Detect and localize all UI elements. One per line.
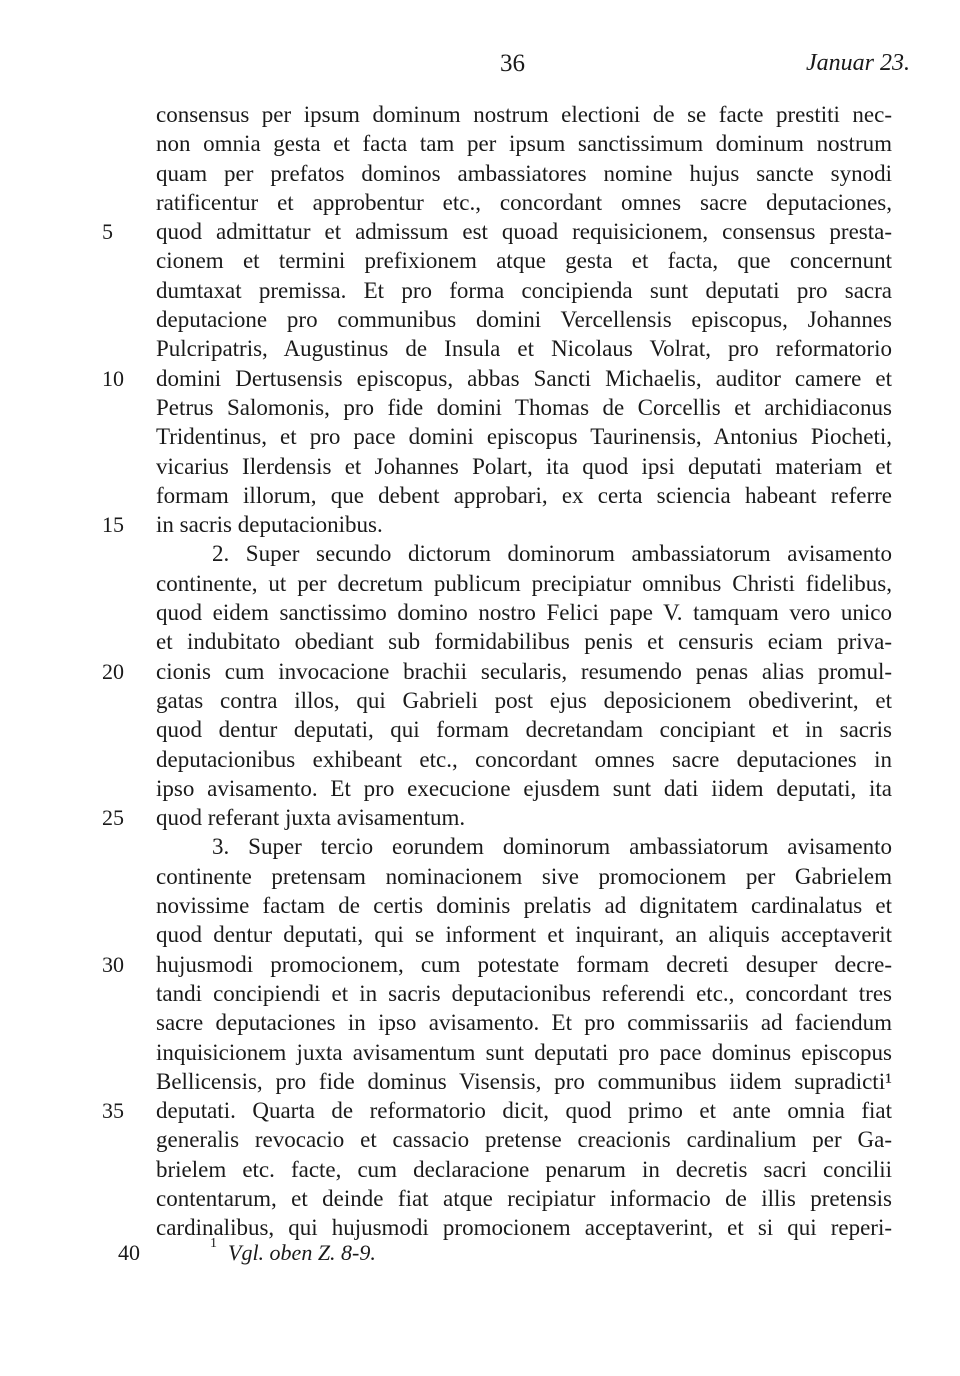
text-line xyxy=(156,891,892,920)
line-text: cionis cum invocacione brachii secularis, resumendo penas alias promul- xyxy=(156,658,892,684)
line-text: ipso avisamento. Et pro execucione ejusdem sunt dati iidem deputati, ita xyxy=(156,775,892,801)
text-line xyxy=(156,862,892,891)
line-text: cionem et termini prefixionem atque gesta et facta, que concernunt xyxy=(156,248,892,274)
text-line xyxy=(156,452,892,481)
line-text: gatas contra illos, qui Gabrieli post ejus deposicionem obediverint, et xyxy=(156,687,892,713)
line-text: deputacione pro communibus domini Vercellensis episcopus, Johannes xyxy=(156,307,892,333)
main-text xyxy=(102,100,892,1243)
text-line xyxy=(156,100,892,129)
footnote-marker: 1 xyxy=(210,1236,217,1251)
text-line xyxy=(102,1096,892,1125)
line-text: formam illorum, que debent approbari, ex certa sciencia habeant referre xyxy=(156,482,892,508)
text-line xyxy=(156,1184,892,1213)
line-text: domini Dertusensis episcopus, abbas Sancti Michaelis, auditor camere et xyxy=(156,365,892,391)
text-line xyxy=(156,393,892,422)
line-text: ratificentur et approbentur etc., concordant omnes sacre deputaciones, xyxy=(156,189,892,215)
text-line xyxy=(156,246,892,275)
text-line xyxy=(156,1213,892,1242)
text-line xyxy=(102,364,892,393)
line-text: continente, ut per decretum publicum precipiatur omnibus Christi fidelibus, xyxy=(156,570,892,596)
line-text: vicarius Ilerdensis et Johannes Polart, ita quod ipsi deputati materiam et xyxy=(156,453,892,479)
line-text: Pulcripatris, Augustinus de Insula et Nicolaus Volrat, pro reformatorio xyxy=(156,336,892,362)
text-line xyxy=(102,510,892,539)
text-line xyxy=(156,979,892,1008)
line-number: 20 xyxy=(102,658,124,684)
line-text: in sacris deputacionibus. xyxy=(156,512,383,538)
line-text: quod referant juxta avisamentum. xyxy=(156,805,466,831)
text-line xyxy=(156,686,892,715)
line-text: contentarum, et deinde fiat atque recipiatur informacio de illis pretensis xyxy=(156,1185,892,1211)
line-number: 10 xyxy=(102,365,124,391)
line-text: deputacionibus exhibeant etc., concordant omnes sacre deputaciones in xyxy=(156,746,892,772)
text-line xyxy=(156,422,892,451)
line-text: tandi concipiendi et in sacris deputacionibus referendi etc., concordant tres xyxy=(156,980,892,1006)
text-line xyxy=(156,832,892,861)
line-text: novissime factam de certis dominis prelatis ad dignitatem cardinalatus et xyxy=(156,893,892,919)
line-text: inquisicionem juxta avisamentum sunt deputati pro pace dominus episcopus xyxy=(156,1039,892,1065)
line-number: 5 xyxy=(102,219,113,245)
text-line xyxy=(156,1038,892,1067)
line-text: quod admittatur et admissum est quoad requisicionem, consensus presta- xyxy=(156,219,892,245)
line-text: Bellicensis, pro fide dominus Visensis, pro communibus iidem supradicti¹ xyxy=(156,1068,892,1094)
text-line xyxy=(156,481,892,510)
text-line xyxy=(156,334,892,363)
text-line xyxy=(156,1125,892,1154)
line-text: continente pretensam nominacionem sive promocionem per Gabrielem xyxy=(156,863,892,889)
line-text: consensus per ipsum dominum nostrum electioni de se facte prestiti nec- xyxy=(156,102,892,127)
text-line xyxy=(156,188,892,217)
running-title: Januar 23. xyxy=(806,50,910,76)
text-line xyxy=(156,920,892,949)
text-line xyxy=(156,129,892,158)
footnote xyxy=(118,1236,878,1270)
line-number: 25 xyxy=(102,805,124,831)
line-number: 35 xyxy=(102,1098,124,1124)
line-text: Petrus Salomonis, pro fide domini Thomas de Corcellis et archidiaconus xyxy=(156,394,892,420)
line-text: brielem etc. facte, cum declaracione penarum in decretis sacri concilii xyxy=(156,1156,892,1182)
line-text: 3. Super tercio eorundem dominorum ambassiatorum avisamento xyxy=(212,834,892,860)
line-text: quod eidem sanctissimo domino nostro Felici pape V. tamquam vero unico xyxy=(156,600,892,626)
line-text: sacre deputaciones in ipso avisamento. Et pro commissariis ad faciendum xyxy=(156,1010,892,1036)
page-header xyxy=(0,50,960,84)
text-line xyxy=(102,657,892,686)
line-text: deputati. Quarta de reformatorio dicit, quod primo et ante omnia fiat xyxy=(156,1098,892,1124)
line-text: quod dentur deputati, qui formam decretandam concipiant et in sacris xyxy=(156,717,892,743)
text-line xyxy=(156,539,892,568)
line-text: cardinalibus, qui hujusmodi promocionem acceptaverint, et si qui reperi- xyxy=(156,1215,892,1241)
text-line xyxy=(156,1067,892,1096)
text-line xyxy=(156,1008,892,1037)
line-text: dumtaxat premissa. Et pro forma concipienda sunt deputati pro sacra xyxy=(156,277,892,303)
text-line xyxy=(156,305,892,334)
line-text: generalis revocacio et cassacio pretense creacionis cardinalium per Ga- xyxy=(156,1127,892,1153)
page-number: 36 xyxy=(500,50,525,77)
text-line xyxy=(156,598,892,627)
line-text: 2. Super secundo dictorum dominorum ambassiatorum avisamento xyxy=(212,541,892,567)
footnote-text: Vgl. oben Z. 8-9. xyxy=(228,1240,376,1265)
text-line xyxy=(102,803,892,832)
text-line xyxy=(156,159,892,188)
line-text: non omnia gesta et facta tam per ipsum sanctissimum dominum nostrum xyxy=(156,131,892,157)
text-line xyxy=(102,950,892,979)
text-line xyxy=(102,217,892,246)
text-line xyxy=(156,276,892,305)
text-line xyxy=(156,745,892,774)
text-line xyxy=(156,1155,892,1184)
text-line xyxy=(156,627,892,656)
line-number: 15 xyxy=(102,512,124,538)
text-line xyxy=(156,774,892,803)
text-line xyxy=(156,569,892,598)
line-text: quod dentur deputati, qui se informent et inquirant, an aliquis acceptaverit xyxy=(156,922,892,948)
footnote-line-number: 40 xyxy=(118,1240,140,1265)
line-text: et indubitato obediant sub formidabilibus penis et censuris eciam priva- xyxy=(156,629,892,655)
line-text: hujusmodi promocionem, cum potestate formam decreti desuper decre- xyxy=(156,951,892,977)
line-text: Tridentinus, et pro pace domini episcopus Taurinensis, Antonius Piocheti, xyxy=(156,424,892,450)
line-text: quam per prefatos dominos ambassiatores nomine hujus sancte synodi xyxy=(156,160,892,186)
text-line xyxy=(156,715,892,744)
line-number: 30 xyxy=(102,951,124,977)
